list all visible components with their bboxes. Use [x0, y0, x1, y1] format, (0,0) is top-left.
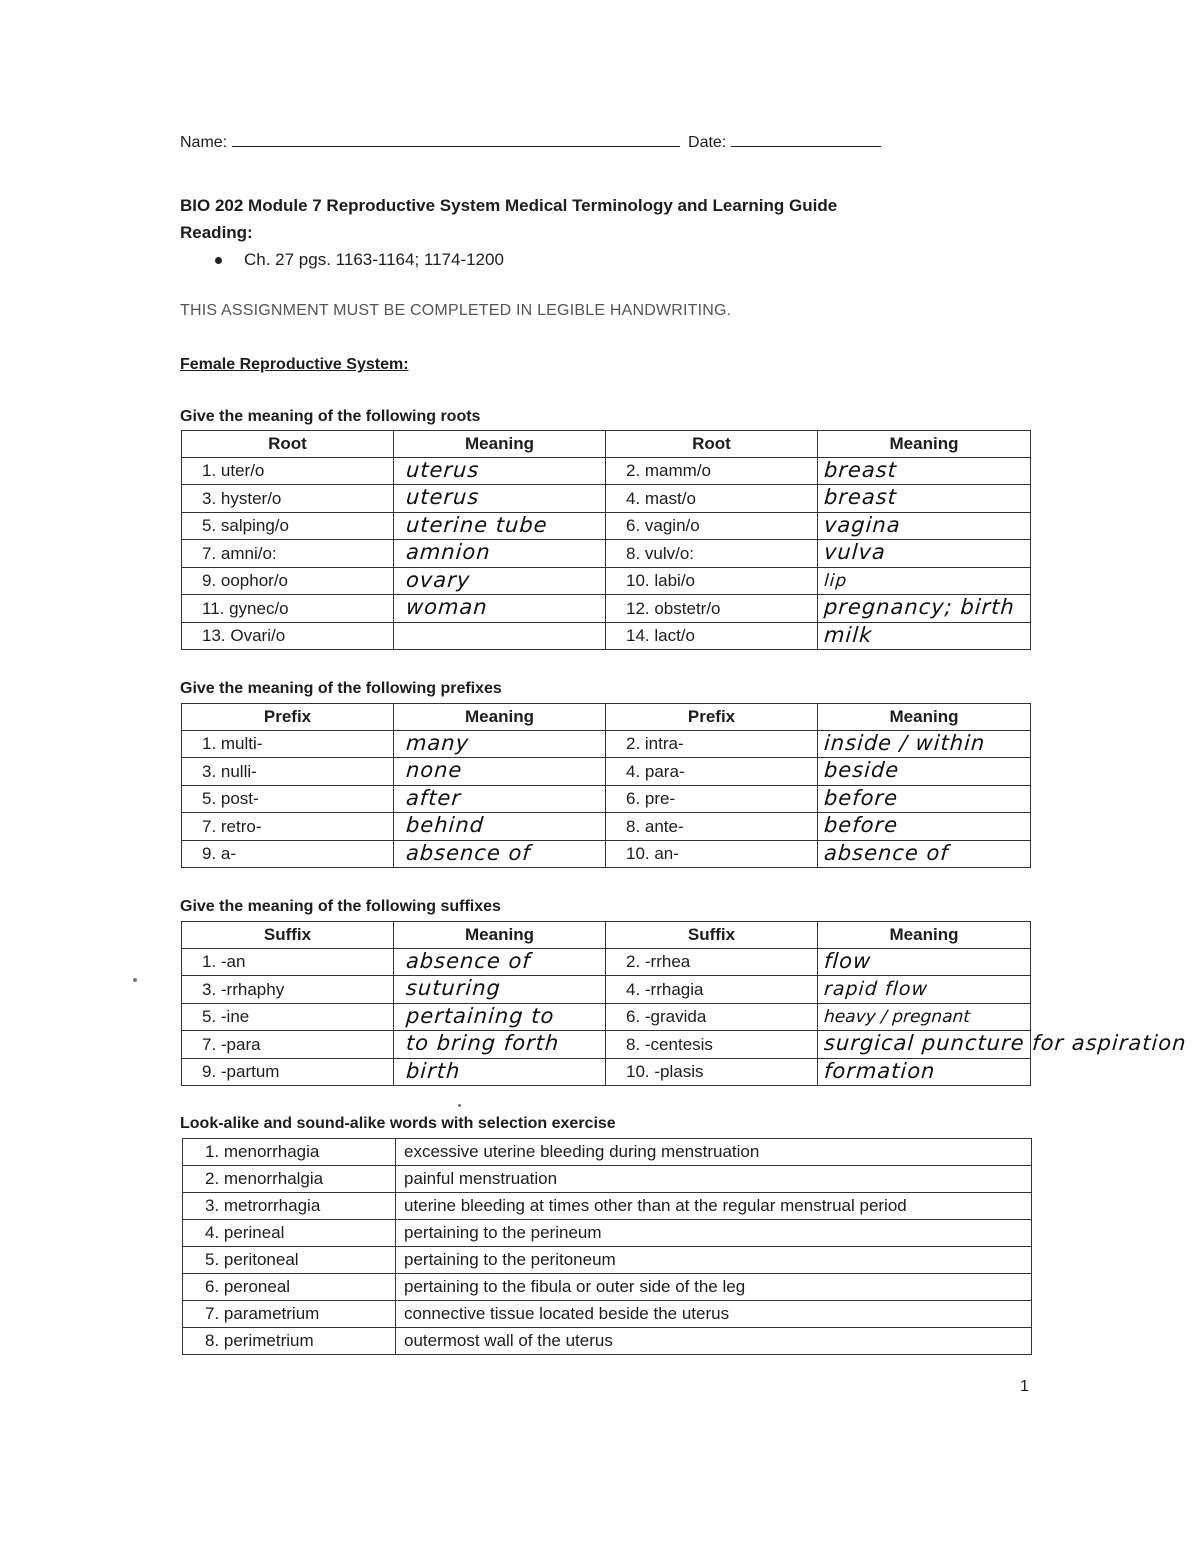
term-cell: [606, 1058, 818, 1086]
table-row: [183, 1166, 1032, 1193]
term-cell: [182, 457, 394, 485]
term-cell: [606, 512, 818, 540]
prefixes-header-3: Meaning: [818, 704, 1031, 731]
handwritten-answer: uterus: [405, 457, 481, 482]
term-label: 9. a-: [202, 844, 237, 863]
term-cell: [182, 540, 394, 568]
term-label: 9. oophor/o: [202, 571, 289, 590]
handwriting-notice: THIS ASSIGNMENT MUST BE COMPLETED IN LEGIBLE HANDWRITING.: [180, 302, 732, 319]
term-label: 4. mast/o: [626, 488, 696, 508]
term-cell: [182, 730, 394, 758]
handwritten-answer: suturing: [405, 976, 502, 1000]
suffixes-table: [181, 921, 1188, 1086]
term-cell: 5. peritoneal: [183, 1247, 396, 1274]
term-label: 10. -plasis: [626, 1062, 704, 1081]
term-cell: [606, 840, 818, 868]
handwritten-answer: breast: [823, 485, 898, 509]
term-label: 7. -para: [202, 1034, 261, 1054]
term-cell: [606, 595, 818, 623]
handwritten-answer: rapid flow: [823, 977, 929, 1000]
reading-item: [215, 250, 504, 270]
term-cell: [182, 785, 394, 813]
date-blank[interactable]: [731, 130, 881, 147]
term-cell: [606, 758, 818, 786]
answer-cell[interactable]: [818, 512, 1031, 540]
roots-header-3: Meaning: [818, 431, 1031, 458]
bullet-icon: [215, 257, 222, 264]
lookalike-caption: Look-alike and sound-alike words with selection exercise: [180, 1115, 616, 1132]
answer-cell[interactable]: [394, 567, 606, 595]
handwritten-answer: milk: [823, 622, 874, 647]
date-label: Date:: [688, 134, 727, 151]
term-label: 5. post-: [202, 789, 259, 808]
term-cell: [606, 622, 818, 650]
table-row: [183, 1274, 1032, 1301]
prefixes-header-2: Prefix: [606, 704, 818, 731]
term-label: 2. intra-: [626, 734, 684, 753]
answer-cell[interactable]: [394, 948, 606, 976]
answer-cell[interactable]: [394, 457, 606, 485]
roots-header-1: Meaning: [394, 431, 606, 458]
term-cell: 6. peroneal: [183, 1274, 396, 1301]
answer-cell[interactable]: [394, 976, 606, 1004]
answer-cell[interactable]: [818, 485, 1031, 513]
term-label: 6. -gravida: [626, 1007, 707, 1026]
table-row: [182, 1003, 1031, 1031]
answer-cell[interactable]: [394, 512, 606, 540]
table-row: [182, 785, 1031, 813]
term-label: 2. mamm/o: [626, 461, 712, 480]
handwritten-answer: behind: [405, 813, 485, 837]
term-label: 5. -ine: [202, 1007, 250, 1026]
table-row: [182, 976, 1031, 1004]
handwritten-answer: before: [823, 785, 899, 810]
table-row: [182, 730, 1031, 758]
handwritten-answer: surgical puncture for aspiration: [823, 1031, 1188, 1055]
handwritten-answer: pertaining to: [405, 1003, 556, 1028]
handwritten-answer: lip: [823, 570, 849, 591]
name-blank[interactable]: [232, 130, 680, 147]
definition-cell: outermost wall of the uterus: [396, 1328, 1032, 1355]
term-cell: [606, 485, 818, 513]
answer-cell[interactable]: [394, 813, 606, 841]
term-label: 10. labi/o: [626, 571, 695, 590]
term-label: 6. vagin/o: [626, 516, 700, 535]
term-label: 2. -rrhea: [626, 952, 691, 971]
term-label: 12. obstetr/o: [626, 598, 721, 618]
answer-cell[interactable]: [394, 485, 606, 513]
table-row: [182, 457, 1031, 485]
term-cell: [606, 1031, 818, 1059]
term-cell: [182, 948, 394, 976]
answer-cell[interactable]: [818, 785, 1031, 813]
table-row: [182, 1058, 1031, 1086]
term-label: 1. multi-: [202, 734, 263, 753]
handwritten-answer: uterus: [405, 485, 481, 509]
term-cell: 4. perineal: [183, 1220, 396, 1247]
table-row: [182, 813, 1031, 841]
term-cell: [182, 595, 394, 623]
term-cell: 1. menorrhagia: [183, 1139, 396, 1166]
suffixes-caption: Give the meaning of the following suffixes: [180, 898, 501, 915]
term-cell: [606, 457, 818, 485]
answer-cell[interactable]: [818, 457, 1031, 485]
table-row: [183, 1328, 1032, 1355]
table-row: [182, 485, 1031, 513]
term-cell: [182, 512, 394, 540]
answer-cell[interactable]: [818, 622, 1031, 650]
handwritten-answer: vagina: [823, 512, 902, 537]
definition-cell: pertaining to the perineum: [396, 1220, 1032, 1247]
term-label: 1. -an: [202, 952, 246, 971]
prefixes-header-1: Meaning: [394, 704, 606, 731]
answer-cell[interactable]: [818, 1031, 1188, 1059]
suffixes-header-2: Suffix: [606, 922, 818, 949]
answer-cell[interactable]: [394, 622, 606, 650]
term-label: 11. gynec/o: [202, 598, 289, 618]
table-row: [182, 512, 1031, 540]
term-label: 7. amni/o:: [202, 543, 277, 563]
roots-table: [181, 430, 1031, 650]
term-cell: [606, 730, 818, 758]
term-label: 10. an-: [626, 844, 679, 863]
roots-caption: Give the meaning of the following roots: [180, 408, 481, 425]
handwritten-answer: after: [405, 785, 462, 810]
handwritten-answer: none: [405, 758, 464, 782]
answer-cell[interactable]: [394, 730, 606, 758]
term-cell: [606, 976, 818, 1004]
term-label: 8. -centesis: [626, 1034, 713, 1054]
answer-cell[interactable]: [818, 840, 1031, 868]
handwritten-answer: absence of: [405, 840, 532, 865]
answer-cell[interactable]: [818, 948, 1031, 976]
suffixes-header-0: Suffix: [182, 922, 394, 949]
term-cell: [606, 813, 818, 841]
definition-cell: connective tissue located beside the uterus: [396, 1301, 1032, 1328]
answer-cell[interactable]: [394, 758, 606, 786]
definition-cell: pertaining to the fibula or outer side of the leg: [396, 1274, 1032, 1301]
table-row: [183, 1301, 1032, 1328]
table-row: [182, 540, 1031, 568]
term-label: 7. retro-: [202, 816, 262, 836]
term-label: 5. salping/o: [202, 516, 289, 535]
term-label: 3. -rrhaphy: [202, 979, 285, 999]
suffixes-header-3: Meaning: [818, 922, 1031, 949]
term-cell: [182, 813, 394, 841]
term-label: 4. -rrhagia: [626, 979, 704, 999]
term-cell: [182, 485, 394, 513]
scan-speck: [133, 978, 137, 982]
handwritten-answer: ovary: [405, 567, 472, 592]
prefixes-header-0: Prefix: [182, 704, 394, 731]
term-cell: [182, 840, 394, 868]
term-label: 8. vulv/o:: [626, 543, 695, 563]
term-label: 3. hyster/o: [202, 488, 282, 508]
name-label: Name:: [180, 134, 228, 151]
handwritten-answer: formation: [823, 1058, 937, 1083]
lookalike-table: [182, 1138, 1032, 1355]
answer-cell[interactable]: [394, 595, 606, 623]
term-cell: [182, 567, 394, 595]
section-title: Female Reproductive System:: [180, 356, 409, 373]
term-cell: [606, 785, 818, 813]
scan-speck: [458, 1104, 461, 1107]
answer-cell[interactable]: [394, 540, 606, 568]
table-row: [183, 1193, 1032, 1220]
table-row: [182, 948, 1031, 976]
term-cell: [606, 948, 818, 976]
handwritten-answer: beside: [823, 758, 901, 782]
prefixes-table: [181, 703, 1031, 868]
term-label: 8. ante-: [626, 816, 684, 836]
term-cell: 7. parametrium: [183, 1301, 396, 1328]
term-cell: [182, 622, 394, 650]
definition-cell: uterine bleeding at times other than at the regular menstrual period: [396, 1193, 1032, 1220]
handwritten-answer: heavy / pregnant: [823, 1006, 971, 1027]
term-cell: [182, 1031, 394, 1059]
reading-label: Reading:: [180, 223, 253, 242]
term-cell: [606, 1003, 818, 1031]
term-label: 1. uter/o: [202, 461, 265, 480]
answer-cell[interactable]: [818, 813, 1031, 841]
handwritten-answer: absence of: [823, 840, 950, 865]
table-row: [182, 622, 1031, 650]
reading-item-text: Ch. 27 pgs. 1163-1164; 1174-1200: [244, 250, 504, 269]
handwritten-answer: pregnancy; birth: [823, 595, 1016, 619]
answer-cell[interactable]: [394, 1003, 606, 1031]
answer-cell[interactable]: [818, 540, 1031, 568]
term-label: 13. Ovari/o: [202, 626, 286, 645]
answer-cell[interactable]: [394, 1058, 606, 1086]
handwritten-answer: flow: [823, 948, 873, 973]
handwritten-answer: inside / within: [823, 730, 987, 755]
table-row: [183, 1247, 1032, 1274]
answer-cell[interactable]: [818, 1058, 1031, 1086]
table-row: [183, 1220, 1032, 1247]
handwritten-answer: uterine tube: [405, 512, 549, 537]
answer-cell[interactable]: [818, 595, 1031, 623]
table-row: [183, 1139, 1032, 1166]
term-cell: 2. menorrhalgia: [183, 1166, 396, 1193]
answer-cell[interactable]: [818, 1003, 1031, 1031]
term-cell: 8. perimetrium: [183, 1328, 396, 1355]
table-row: [182, 595, 1031, 623]
term-cell: [182, 758, 394, 786]
term-label: 3. nulli-: [202, 761, 257, 781]
term-cell: 3. metrorrhagia: [183, 1193, 396, 1220]
definition-cell: painful menstruation: [396, 1166, 1032, 1193]
term-label: 4. para-: [626, 761, 685, 781]
answer-cell[interactable]: [818, 730, 1031, 758]
answer-cell[interactable]: [818, 567, 1031, 595]
page-number: 1: [1020, 1378, 1029, 1395]
answer-cell[interactable]: [394, 1031, 606, 1059]
term-label: 9. -partum: [202, 1062, 280, 1081]
table-row: [182, 758, 1031, 786]
answer-cell[interactable]: [818, 758, 1031, 786]
term-label: 6. pre-: [626, 789, 676, 808]
term-cell: [606, 540, 818, 568]
handwritten-answer: many: [405, 730, 470, 755]
answer-cell[interactable]: [818, 976, 1031, 1004]
answer-cell[interactable]: [394, 840, 606, 868]
term-cell: [182, 976, 394, 1004]
roots-header-0: Root: [182, 431, 394, 458]
term-cell: [606, 567, 818, 595]
suffixes-header-1: Meaning: [394, 922, 606, 949]
table-row: [182, 840, 1031, 868]
definition-cell: excessive uterine bleeding during menstruation: [396, 1139, 1032, 1166]
handwritten-answer: birth: [405, 1058, 462, 1083]
term-label: 14. lact/o: [626, 626, 695, 645]
prefixes-caption: Give the meaning of the following prefixes: [180, 680, 502, 697]
roots-header-2: Root: [606, 431, 818, 458]
table-row: [182, 1031, 1031, 1059]
handwritten-answer: vulva: [823, 540, 887, 564]
definition-cell: pertaining to the peritoneum: [396, 1247, 1032, 1274]
handwritten-answer: before: [823, 813, 899, 837]
term-cell: [182, 1058, 394, 1086]
name-field: [180, 130, 881, 152]
table-row: [182, 567, 1031, 595]
handwritten-answer: amnion: [405, 540, 492, 564]
answer-cell[interactable]: [394, 785, 606, 813]
page-title: BIO 202 Module 7 Reproductive System Medical Terminology and Learning Guide: [180, 196, 838, 215]
term-cell: [182, 1003, 394, 1031]
handwritten-answer: breast: [823, 457, 898, 482]
handwritten-answer: to bring forth: [405, 1031, 561, 1055]
handwritten-answer: woman: [405, 595, 489, 619]
handwritten-answer: absence of: [405, 948, 532, 973]
